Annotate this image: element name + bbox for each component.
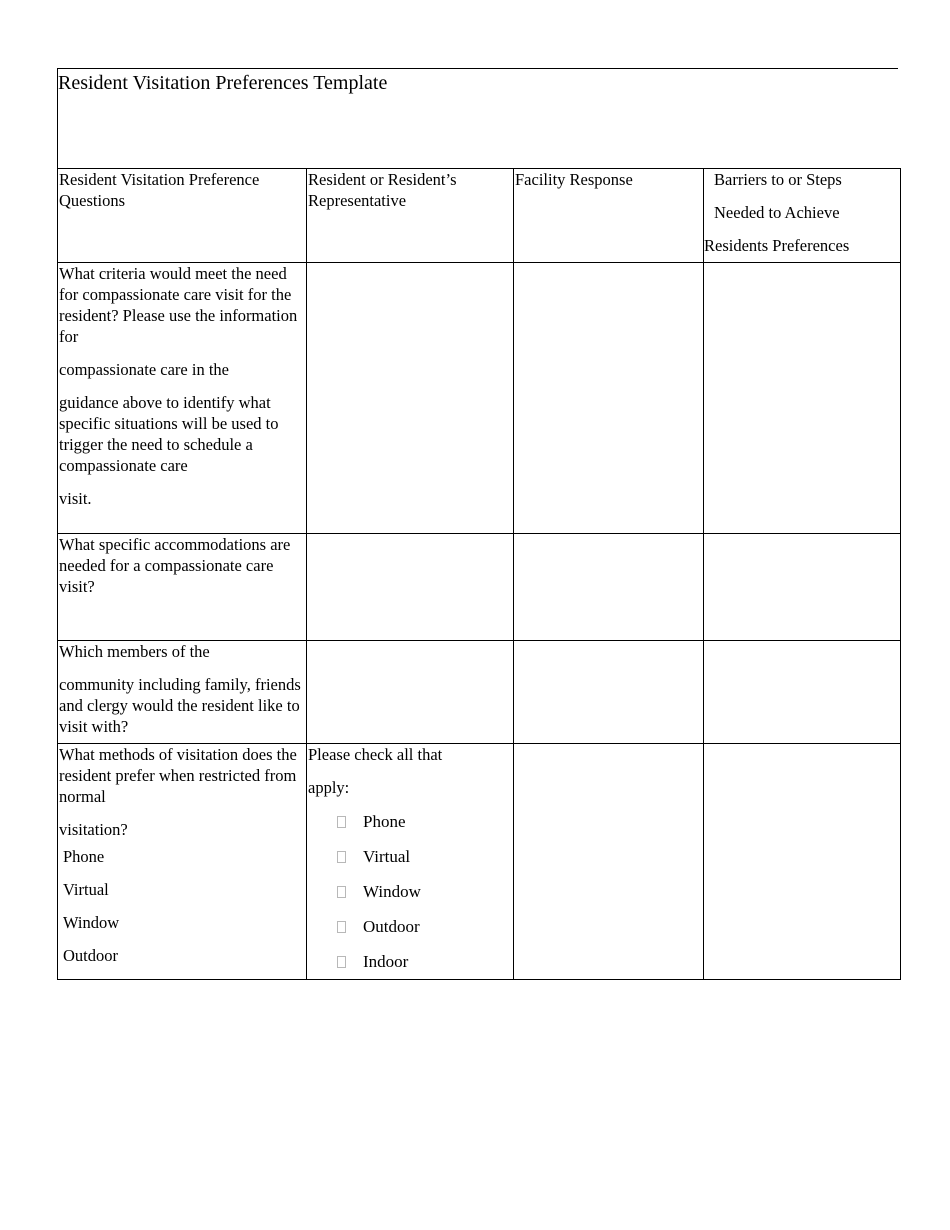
question-text: What criteria would meet the need for compassionate care visit for the resident? Please use the information for — [59, 264, 298, 346]
checkbox-label: Outdoor — [363, 917, 420, 936]
question-text: community including family, friends and clergy would the resident like to visit with? — [59, 675, 301, 736]
checkbox-label: Window — [363, 882, 421, 901]
checkbox-label: Phone — [363, 812, 406, 831]
question-text: visitation? — [59, 820, 128, 839]
checkbox-option-outdoor[interactable] — [307, 909, 513, 944]
table-row — [58, 641, 901, 744]
barriers-response-cell[interactable] — [704, 641, 901, 744]
method-outdoor: Outdoor — [63, 946, 118, 965]
checkbox-label: Virtual — [363, 847, 411, 866]
method-virtual: Virtual — [63, 880, 109, 899]
header-barriers-line2: Needed to Achieve — [714, 203, 840, 222]
checkbox-virtual[interactable] — [337, 851, 346, 863]
title-block — [57, 68, 898, 168]
header-barriers — [704, 169, 901, 263]
header-barriers-line3: Residents Preferences — [704, 236, 850, 255]
question-community-members — [58, 641, 307, 744]
question-text: Which members of the — [59, 642, 210, 661]
header-facility-text: Facility Response — [515, 170, 633, 189]
header-resident-line1: Resident or Resident’s — [308, 170, 457, 189]
method-window: Window — [63, 913, 120, 932]
table-row — [58, 263, 901, 534]
checkbox-label: Indoor — [363, 952, 409, 971]
checkbox-list — [307, 804, 513, 979]
header-barriers-line1: Barriers to or Steps — [714, 170, 842, 189]
document-title: Resident Visitation Preferences Template — [58, 72, 388, 94]
header-questions — [58, 169, 307, 263]
resident-response-cell[interactable] — [307, 641, 514, 744]
checkbox-phone[interactable] — [337, 816, 346, 828]
question-text: What methods of visitation does the resident prefer when restricted from normal — [59, 745, 297, 806]
question-text: guidance above to identify what specific situations will be used to trigger the need to schedule a compassionate care — [59, 393, 279, 475]
header-questions-line2: Questions — [59, 191, 125, 210]
header-facility-response — [514, 169, 704, 263]
checkbox-window[interactable] — [337, 886, 346, 898]
question-visitation-methods — [58, 744, 307, 980]
resident-checklist-cell — [307, 744, 514, 980]
question-compassionate-criteria — [58, 263, 307, 534]
check-intro-line1: Please check all that — [308, 745, 443, 764]
barriers-response-cell[interactable] — [704, 534, 901, 641]
facility-response-cell[interactable] — [514, 744, 704, 980]
method-phone: Phone — [63, 847, 105, 866]
resident-response-cell[interactable] — [307, 534, 514, 641]
check-intro-line2: apply: — [308, 778, 350, 797]
header-resident-line2: Representative — [308, 191, 407, 210]
table-row — [58, 744, 901, 980]
checkbox-option-window[interactable] — [307, 874, 513, 909]
header-questions-line1: Resident Visitation Preference — [59, 170, 260, 189]
facility-response-cell[interactable] — [514, 534, 704, 641]
resident-response-cell[interactable] — [307, 263, 514, 534]
barriers-response-cell[interactable] — [704, 744, 901, 980]
table-header-row — [58, 169, 901, 263]
visitation-preferences-table — [57, 168, 901, 980]
question-text: compassionate care in the — [59, 360, 229, 379]
question-text: What specific accommodations are needed for a compassionate care visit? — [59, 535, 291, 596]
facility-response-cell[interactable] — [514, 263, 704, 534]
question-accommodations — [58, 534, 307, 641]
table-row — [58, 534, 901, 641]
facility-response-cell[interactable] — [514, 641, 704, 744]
barriers-response-cell[interactable] — [704, 263, 901, 534]
checkbox-option-phone[interactable] — [307, 804, 513, 839]
checkbox-option-virtual[interactable] — [307, 839, 513, 874]
checkbox-indoor[interactable] — [337, 956, 346, 968]
header-resident-representative — [307, 169, 514, 263]
checkbox-outdoor[interactable] — [337, 921, 346, 933]
checkbox-option-indoor[interactable] — [307, 944, 513, 979]
question-text: visit. — [59, 489, 92, 508]
